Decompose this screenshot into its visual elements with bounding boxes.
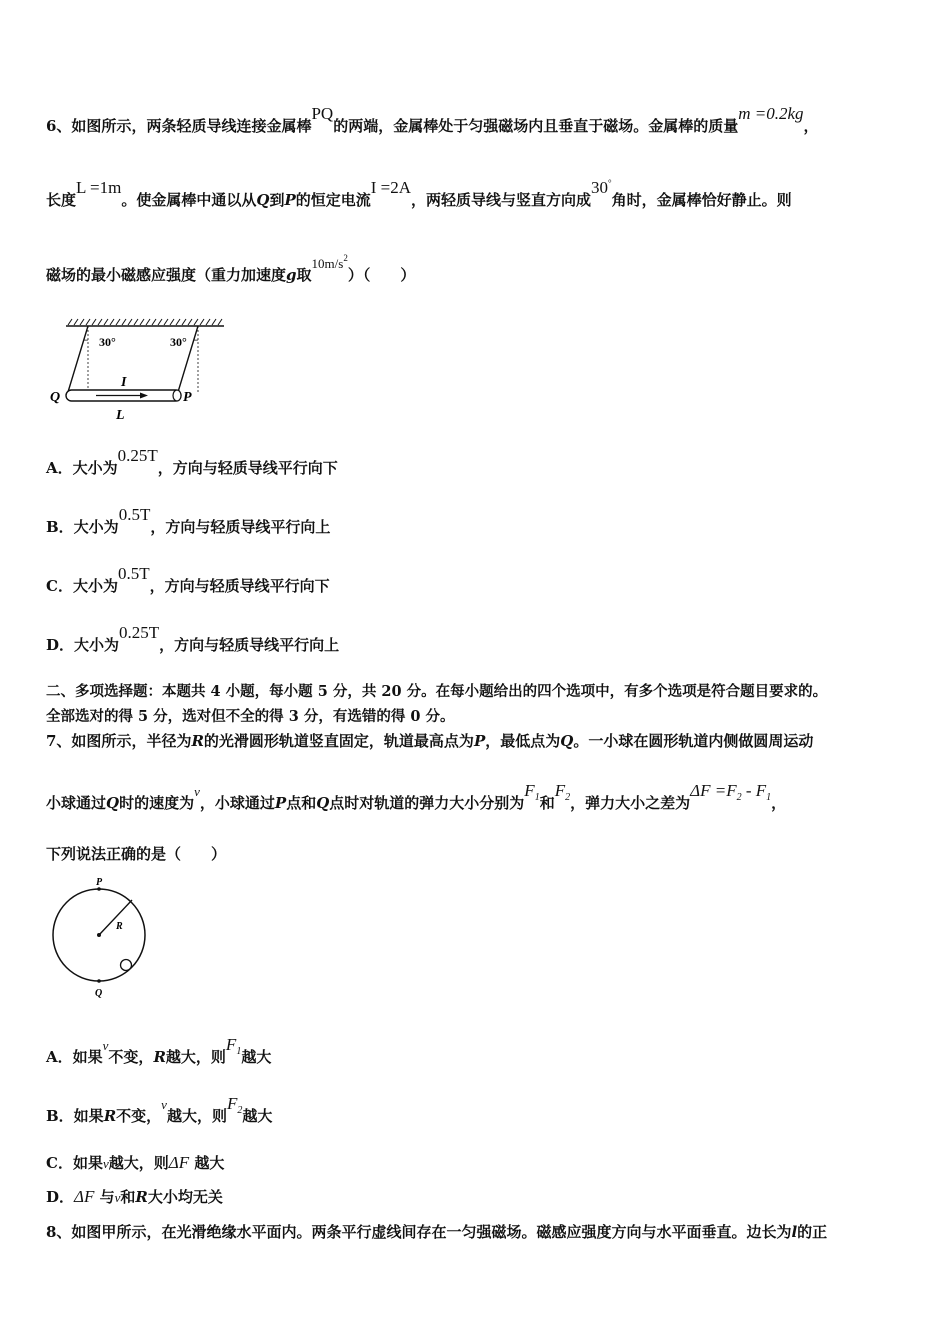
- math-sub: 2: [565, 792, 571, 803]
- math-length: L =1m: [76, 178, 122, 197]
- q7-text: 点时对轨道的弹力大小分别为: [329, 794, 525, 812]
- math-v: v: [102, 1038, 109, 1053]
- q7-option-a[interactable]: [46, 1035, 272, 1070]
- q7-text: ，弹力大小之差为: [570, 794, 691, 812]
- q6-text: 到: [269, 191, 285, 209]
- option-text: B．如果: [46, 1107, 104, 1125]
- math-eq-part: ΔF =F: [690, 781, 737, 800]
- math-sub: 2: [736, 792, 742, 803]
- label-P: P: [96, 877, 103, 888]
- option-value: 0.25T: [117, 446, 158, 465]
- math-angle-value: 30: [591, 178, 609, 197]
- q8-var: l: [791, 1223, 798, 1241]
- rod-end-P: [173, 390, 181, 401]
- q6-text: 的恒定电流: [295, 191, 371, 209]
- math-F2: [226, 1094, 243, 1116]
- q6-figure: [44, 316, 234, 424]
- q7-option-d[interactable]: [46, 1187, 223, 1208]
- q7-option-b[interactable]: [46, 1094, 273, 1129]
- point-Q: [97, 979, 101, 983]
- option-label: C．大小为: [46, 577, 118, 595]
- q7-var: P: [473, 732, 486, 750]
- q7-text: 时的速度为: [119, 794, 195, 812]
- math-F: F: [226, 1094, 238, 1113]
- section2-line-1: 二、多项选择题：本题共 4 小题，每小题 5 分，共 20 分。在每小题给出的四个选项中，有多个选项是符合题目要求的。: [46, 683, 828, 700]
- option-text: 越大，则: [108, 1154, 169, 1172]
- option-var: R: [135, 1188, 148, 1206]
- option-text: 不变，: [108, 1048, 154, 1066]
- q6-option-d[interactable]: [46, 623, 340, 655]
- option-label: D．大小为: [46, 636, 120, 654]
- math-F2: [554, 781, 571, 803]
- option-var: R: [153, 1048, 166, 1066]
- center-point: [97, 933, 101, 937]
- current-label: I: [121, 375, 127, 390]
- left-angle-label: 30°: [99, 335, 116, 349]
- q7-text: ，最低点为: [485, 732, 561, 750]
- q6-text: 角时，金属棒恰好静止。则: [611, 191, 792, 209]
- q7-var: R: [191, 732, 204, 750]
- math-F: F: [524, 781, 535, 800]
- label-Q: Q: [50, 390, 61, 405]
- label-R: R: [116, 921, 123, 932]
- option-text: 与: [94, 1188, 115, 1206]
- math-delta-F: ΔF: [74, 1187, 95, 1206]
- option-text: ，方向与轻质导线平行向下: [157, 459, 338, 477]
- label-L: L: [116, 408, 125, 423]
- math-square: 2: [343, 253, 348, 263]
- q6-text: ，: [803, 117, 819, 135]
- q7-var: Q: [106, 794, 120, 812]
- math-sub: 2: [237, 1105, 243, 1116]
- q6-option-b[interactable]: [46, 505, 331, 537]
- math-degree: °: [608, 178, 612, 188]
- q7-var: P: [274, 794, 287, 812]
- q7-text: ，小球通过: [199, 794, 275, 812]
- option-text: ，方向与轻质导线平行向上: [159, 636, 340, 654]
- math-gravity: [311, 253, 348, 271]
- q7-text: 。一小球在圆形轨道内侧做圆周运动: [573, 732, 814, 750]
- option-text: ，方向与轻质导线平行向下: [149, 577, 330, 595]
- math-sub: 1: [236, 1046, 242, 1057]
- math-F1: [225, 1035, 242, 1057]
- q7-text: 小球通过: [46, 794, 107, 812]
- q7-option-c[interactable]: [46, 1153, 224, 1174]
- q7-text: 点和: [286, 794, 317, 812]
- q7-line-3: 下列说法正确的是（ ）: [46, 845, 227, 863]
- option-text: 大小均无关: [147, 1188, 223, 1206]
- q8-text: 8、如图甲所示，在光滑绝缘水平面内。两条平行虚线间存在一匀强磁场。磁感应强度方向与水平面垂直。边长为: [46, 1223, 792, 1241]
- option-label: B．大小为: [46, 518, 119, 536]
- q7-text: 和: [539, 794, 555, 812]
- q7-text: ，: [771, 794, 787, 812]
- math-eq-part: - F: [741, 781, 767, 800]
- ceiling-hatching: [68, 319, 222, 325]
- option-value: 0.5T: [117, 564, 150, 583]
- option-value: 0.25T: [119, 623, 160, 642]
- q6-text: ，两轻质导线与竖直方向成: [411, 191, 592, 209]
- option-text: 越大，则: [166, 1107, 227, 1125]
- math-sub: 1: [534, 792, 540, 803]
- option-text: A．如果: [46, 1048, 103, 1066]
- q6-text: 的两端，金属棒处于匀强磁场内且垂直于磁场。金属棒的质量: [333, 117, 739, 135]
- math-v: v: [161, 1097, 167, 1112]
- option-value: 0.5T: [118, 505, 151, 524]
- q6-text: 长度: [46, 191, 77, 209]
- option-var: R: [103, 1107, 117, 1125]
- q7-text: 7、如图所示，半径为: [46, 732, 192, 750]
- label-P: P: [183, 390, 192, 405]
- q6-var: P: [284, 191, 296, 209]
- q7-line-1: [46, 731, 813, 751]
- q6-line-2: [46, 178, 792, 212]
- q6-var: Q: [256, 191, 270, 209]
- q7-var: Q: [316, 794, 330, 812]
- section2-line-2: 全部选对的得 5 分，选对但不全的得 3 分，有选错的得 0 分。: [46, 708, 455, 725]
- math-v: v: [102, 1156, 109, 1171]
- math-PQ: PQ: [311, 104, 334, 123]
- option-label: A．大小为: [46, 459, 118, 477]
- q6-line-3: [46, 253, 416, 287]
- math-delta-F: ΔF: [168, 1153, 190, 1172]
- math-angle: [591, 178, 612, 197]
- math-F1: [524, 781, 540, 803]
- q6-text: ）（ ）: [347, 266, 416, 284]
- option-text: ，方向与轻质导线平行向上: [150, 518, 331, 536]
- option-text: 越大: [241, 1048, 272, 1066]
- math-v: v: [114, 1190, 121, 1205]
- math-v: v: [194, 784, 200, 799]
- small-ball: [121, 960, 132, 971]
- left-wire: [68, 326, 88, 392]
- option-text: 越大: [189, 1154, 225, 1172]
- q7-var: Q: [560, 732, 574, 750]
- q6-text: 取: [296, 266, 312, 284]
- math-current: I =2A: [370, 178, 412, 197]
- q8-line-1: [46, 1222, 827, 1242]
- math-mass: m =0.2kg: [738, 104, 804, 123]
- q6-text: 。使金属棒中通以从: [121, 191, 257, 209]
- math-gravity-value: 10m/s: [311, 256, 344, 271]
- option-text: C．如果: [46, 1154, 103, 1172]
- option-text: D．: [46, 1188, 75, 1206]
- math-F: F: [225, 1035, 237, 1054]
- option-text: 越大，则: [165, 1048, 226, 1066]
- q6-var: g: [286, 266, 297, 284]
- option-text: 越大: [242, 1107, 273, 1125]
- label-Q: Q: [95, 988, 103, 999]
- math-sub: 1: [766, 792, 772, 803]
- q6-text: 6、如图所示，两条轻质导线连接金属棒: [46, 117, 312, 135]
- math-F: F: [554, 781, 566, 800]
- q7-figure: [48, 874, 152, 1000]
- math-delta-F: [690, 781, 772, 803]
- option-text: 和: [120, 1188, 136, 1206]
- q6-option-c[interactable]: [46, 564, 330, 596]
- option-text: 不变，: [116, 1107, 162, 1125]
- q6-option-a[interactable]: [46, 446, 338, 478]
- q7-text: 的光滑圆形轨道竖直固定，轨道最高点为: [203, 732, 474, 750]
- q8-text: 的正: [797, 1223, 828, 1241]
- q6-line-1: [46, 104, 819, 136]
- q6-text: 磁场的最小磁感应强度（重力加速度: [46, 266, 287, 284]
- right-angle-label: 30°: [170, 335, 187, 349]
